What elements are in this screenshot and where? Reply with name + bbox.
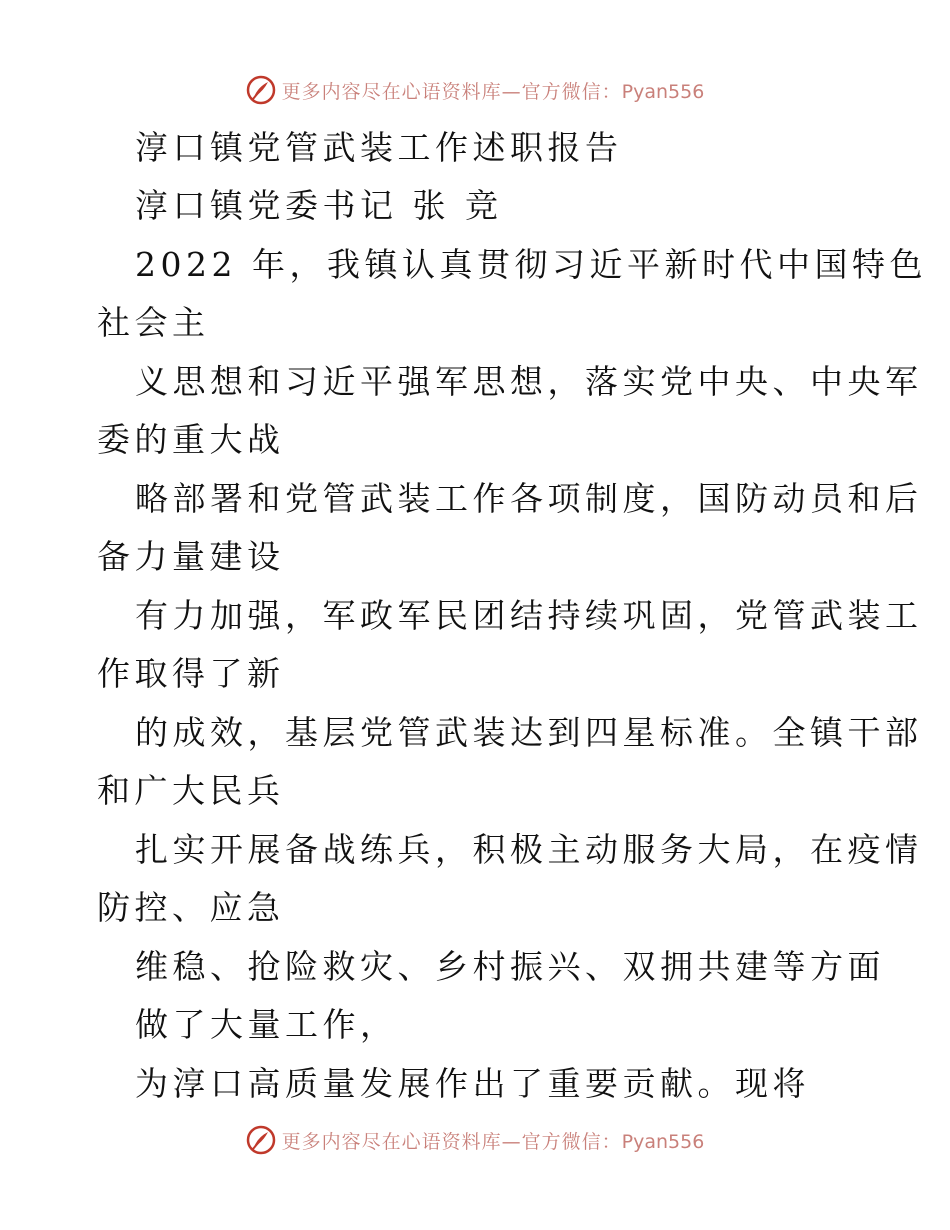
watermark-text: 更多内容尽在心语资料库—官方微信：Pyan556: [281, 1130, 705, 1153]
footer-watermark: [0, 1120, 950, 1160]
body-line: 有力加强，军政军民团结持续巩固，党管武装工: [135, 596, 923, 635]
body-line: 扎实开展备战练兵，积极主动服务大局，在疫情: [135, 830, 923, 869]
body-line: 备力量建设: [97, 537, 285, 576]
watermark-text: 更多内容尽在心语资料库—官方微信：Pyan556: [281, 80, 705, 103]
body-line: 防控、应急: [97, 888, 285, 927]
watermark-wechat-id: Pyan556: [621, 1130, 705, 1153]
document-title: 淳口镇党管武装工作述职报告: [135, 128, 623, 167]
body-line: 作取得了新: [97, 654, 285, 693]
quill-pen-logo-icon: [246, 1125, 276, 1155]
body-line: 和广大民兵: [97, 771, 285, 810]
body-line: 略部署和党管武装工作各项制度，国防动员和后: [135, 479, 923, 518]
body-line: 义思想和习近平强军思想，落实党中央、中央军: [135, 362, 923, 401]
header-watermark: [0, 70, 950, 110]
body-line: 为淳口高质量发展作出了重要贡献。现将: [135, 1064, 810, 1103]
body-line: 委的重大战: [97, 420, 285, 459]
body-line: 的成效，基层党管武装达到四星标准。全镇干部: [135, 713, 923, 752]
body-line: 做了大量工作，: [135, 1005, 398, 1044]
watermark-wechat-id: Pyan556: [621, 80, 705, 103]
quill-pen-logo-icon: [246, 75, 276, 105]
body-line: 维稳、抢险救灾、乡村振兴、双拥共建等方面: [135, 947, 885, 986]
body-line: 2022 年，我镇认真贯彻习近平新时代中国特色: [135, 245, 927, 284]
body-line: 社会主: [97, 303, 210, 342]
author-line: 淳口镇党委书记 张 竞: [135, 186, 503, 225]
